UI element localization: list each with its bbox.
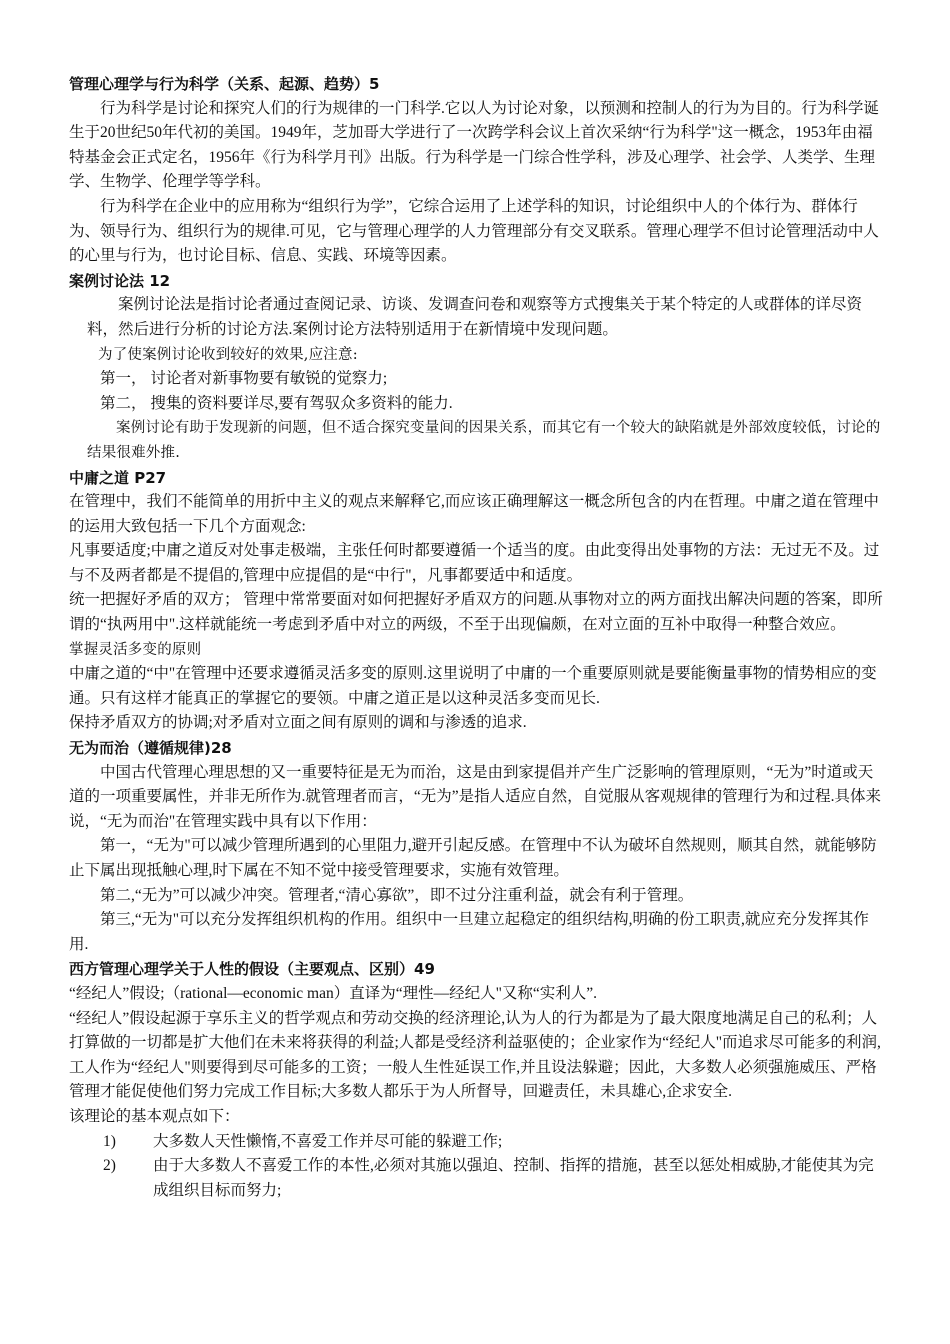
section-title-wuwei: 无为而治（遵循规律)28 <box>69 739 232 758</box>
section-title-behavior-science: 管理心理学与行为科学（关系、起源、趋势）5 <box>69 75 380 93</box>
list-number: 2) <box>103 1157 116 1175</box>
paragraph: 凡事要适度;中庸之道反对处事走极端，主张任何时都要遵循一个适当的度。由此变得出处事物的方法：无过无不及。过与不及两者都是不提倡的,管理中应提倡的是“中行"，凡事都要适中和适度。 <box>69 542 880 584</box>
list-number: 1) <box>103 1132 116 1150</box>
paragraph: 为了使案例讨论收到较好的效果,应注意: <box>98 346 358 363</box>
paragraph: 案例讨论有助于发现新的问题，但不适合探究变量间的因果关系，而其它有一个较大的缺陷就是外部效度较低，讨论的结果很难外推. <box>87 420 881 461</box>
paragraph: 案例讨论法是指讨论者通过查阅记录、访谈、发调查问卷和观察等方式搜集关于某个特定的人或群体的详尽资料，然后进行分析的讨论方法.案例讨论方法特别适用于在新情境中发现问题。 <box>87 296 863 338</box>
paragraph: 在管理中，我们不能简单的用折中主义的观点来解释它,而应该正确理解这一概念所包含的内在哲理。中庸之道在管理中的运用大致包括一下几个方面观念: <box>69 493 879 535</box>
paragraph: 第三,“无为"可以充分发挥组织机构的作用。组织中一旦建立起稳定的组织结构,明确的份工职责,就应充分发挥其作用. <box>69 911 869 953</box>
list-text: 大多数人天性懒惰,不喜爱工作并尽可能的躲避工作; <box>153 1132 503 1150</box>
section-title-golden-mean: 中庸之道 P27 <box>69 468 167 487</box>
section-title-human-nature: 西方管理心理学关于人性的假设（主要观点、区别）49 <box>69 960 435 979</box>
paragraph: “经纪人”假设起源于享乐主义的哲学观点和劳动交换的经济理论,认为人的行为都是为了最大限度地满足自己的私利；人打算做的一切都是扩大他们在未来将获得的利益;人都是受经济利益驱使的；企业家作为“经纪人"而追求尽可能多的利润,工人作为“经纪人"则要得到尽可能多的工资；一般人生性延误工作,并且设法躲避；因此，大多数人必须强施威压、严格管理才能促使他们努力完成工作目标;大多数人都乐于为人所督导，回避责任，未具雄心,企求安全. <box>69 1009 881 1101</box>
list-item <box>69 1154 884 1203</box>
paragraph: 统一把握好矛盾的双方； 管理中常常要面对如何把握好矛盾双方的问题.从事物对立的两方面找出解决问题的答案，即所谓的“执两用中".这样就能统一考虑到矛盾中对立的两级，不至于出现偏颇，在对立面的互补中取得一种整合效应。 <box>69 591 883 634</box>
section-title-case-study: 案例讨论法 12 <box>69 271 171 290</box>
paragraph: 第一，“无为"可以减少管理所遇到的心里阻力,避开引起反感。在管理中不认为破坏自然规则，顺其自然，就能够防止下属出现抵触心理,时下属在不知不觉中接受管理要求，实施有效管理。 <box>69 837 877 879</box>
paragraph: 行为科学在企业中的应用称为“组织行为学”，它综合运用了上述学科的知识，讨论组织中人的个体行为、群体行为、领导行为、组织行为的规律.可见，它与管理心理学的人力管理部分有交叉联系。管理心理学不但讨论管理活动中人的心里与行为，也讨论目标、信息、实践、环境等因素。 <box>69 197 879 265</box>
paragraph: 行为科学是讨论和探究人们的行为规律的一门科学.它以人为讨论对象，以预测和控制人的行为为目的。行为科学诞生于20世纪50年代初的美国。1949年，芝加哥大学进行了一次跨学科会议上首次采纳“行为科学"这一概念，1953年由福特基金会正式定名，1956年《行为科学月刊》出版。行为科学是一门综合性学科，涉及心理学、社会学、人类学、生理学、生物学、伦理学等学科。 <box>69 99 879 191</box>
paragraph: 第二,“无为”可以减少冲突。管理者,“清心寡欲”，即不过分注重利益，就会有利于管理。 <box>100 886 694 904</box>
paragraph: 保持矛盾双方的协调;对矛盾对立面之间有原则的调和与渗透的追求. <box>69 714 527 732</box>
paragraph: 第二， 搜集的资料要详尽,要有驾驭众多资料的能力. <box>100 394 453 412</box>
paragraph: 掌握灵活多变的原则 <box>69 641 202 658</box>
list-item <box>69 1130 884 1155</box>
paragraph: 第一， 讨论者对新事物要有敏锐的觉察力; <box>100 370 388 388</box>
paragraph: “经纪人”假设;（rational—economic man）直译为“理性—经纪人"又称“实利人”. <box>69 984 598 1002</box>
list-text: 由于大多数人不喜爱工作的本性,必须对其施以强迫、控制、指挥的措施，甚至以惩处相威胁,才能使其为完成组织目标而努力; <box>153 1157 874 1199</box>
paragraph: 该理论的基本观点如下： <box>69 1107 240 1125</box>
paragraph: 中国古代管理心理思想的又一重要特征是无为而治，这是由到家提倡并产生广泛影响的管理原则，“无为”时道或天道的一项重要属性，并非无所作为.就管理者而言，“无为”是指人适应自然，自觉服从客观规律的管理行为和过程.具体来说，“无为而治"在管理实践中具有以下作用： <box>69 763 882 830</box>
paragraph: 中庸之道的“中"在管理中还要求遵循灵活多变的原则.这里说明了中庸的一个重要原则就是要能衡量事物的情势相应的变通。只有这样才能真正的掌握它的要领。中庸之道正是以这种灵活多变而见长. <box>69 665 877 707</box>
